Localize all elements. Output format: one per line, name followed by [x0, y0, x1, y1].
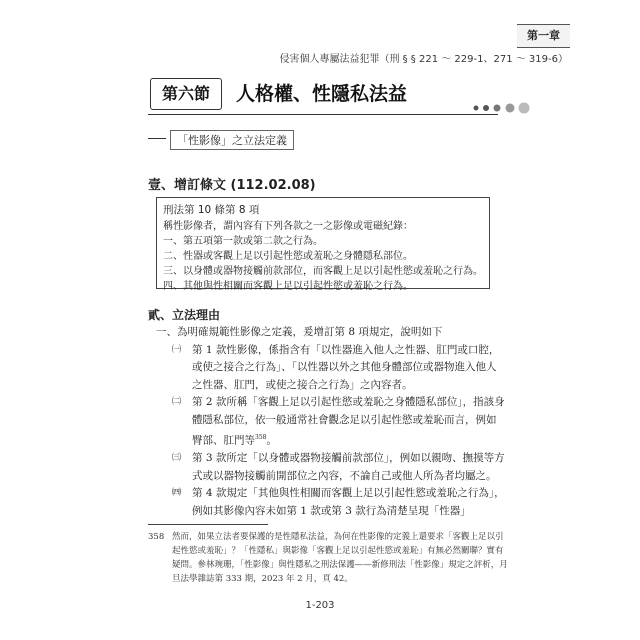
item-text: 第 3 款所定「以身體或器物接觸前款部位」，例如以親吻、撫摸等方式或以器物接觸前開部位之內容，不論自己或他人所為者均屬之。	[192, 452, 505, 482]
footnote	[148, 530, 508, 586]
heading-legislative-reason: 貳、立法理由	[148, 308, 221, 322]
section-title: 人格權、性隱私法益	[236, 83, 408, 105]
decorative-dots-icon	[470, 96, 530, 120]
subsection-dash	[148, 138, 166, 139]
section-divider	[148, 114, 498, 115]
law-line: 一、第五項第一款或第二款之行為。	[163, 236, 323, 247]
chapter-tab: 第一章	[517, 24, 570, 48]
list-item	[170, 450, 506, 485]
item-number: ㈠	[172, 344, 182, 355]
item-text: 第 1 款性影像，係指含有「以性器進入他人之性器、肛門或口腔，或使之接合之行為」、「以性器以外之其他身體部位或器物進入他人之性器、肛門，或使之接合之行為」之內容者。	[192, 343, 500, 391]
subsection-title: 「性影像」之立法定義	[170, 130, 294, 150]
law-heading: 刑法第 10 條第 8 項	[163, 204, 260, 216]
footnote-number: 358	[148, 532, 165, 542]
footnote-divider	[148, 524, 268, 525]
law-line: 稱性影像者，謂內容有下列各款之一之影像或電磁紀錄：	[163, 221, 413, 232]
law-line: 四、其他與性相關而客觀上足以引起性慾或羞恥之行為。	[163, 281, 413, 292]
item-text-end: 。	[266, 434, 277, 447]
item-text: 第 2 款所稱「客觀上足以引起性慾或羞恥之身體隱私部位」，指該身體隱私部位，依一般通常社會觀念足以引起性慾或羞恥而言，例如臀部、肛門等	[192, 396, 505, 447]
item-text: 第 4 款規定「其他與性相關而客觀上足以引起性慾或羞恥之行為」，例如其影像內容未如第 1 款或第 3 款行為清楚呈現「性器」	[192, 487, 505, 517]
body-text	[156, 324, 506, 520]
section-label: 第六節	[150, 78, 222, 110]
law-line: 二、性器或客觀上足以引起性慾或羞恥之身體隱私部位。	[163, 251, 413, 262]
page-number: 1-203	[305, 600, 335, 611]
list-item	[170, 485, 506, 520]
list-item	[170, 342, 506, 395]
law-text-box	[156, 197, 490, 292]
footnote-ref[interactable]: 358	[255, 434, 267, 441]
law-line: 三、以身體或器物接觸前款部位，而客觀上足以引起性慾或羞恥之行為。	[163, 266, 483, 277]
running-head: 侵害個人專屬法益犯罪（刑 § § 221 ～ 229-1、271 ～ 319-6）	[279, 54, 568, 65]
heading-amended-article: 壹、增訂條文 (112.02.08)	[148, 178, 316, 193]
list-item	[170, 394, 506, 450]
footnote-text: 然而，如果立法者要保護的是性隱私法益，為何在性影像的定義上還要求「客觀上足以引起性慾或羞恥」？「性隱私」與影像「客觀上足以引起性慾或羞恥」有無必然關聯？實有疑問。參林琬珊，「性影像」與性隱私之刑法保護——新修刑法「性影像」規定之評析，月旦法學雜誌第 333 期，2023 年 2 月，頁 42。	[172, 532, 508, 584]
item-number: ㈡	[172, 397, 182, 407]
intro-paragraph: 一、為明確規範性影像之定義，爰增訂第 8 項規定，說明如下	[156, 326, 443, 338]
item-number: ㈢	[172, 453, 182, 463]
item-number: ㈣	[172, 488, 182, 498]
